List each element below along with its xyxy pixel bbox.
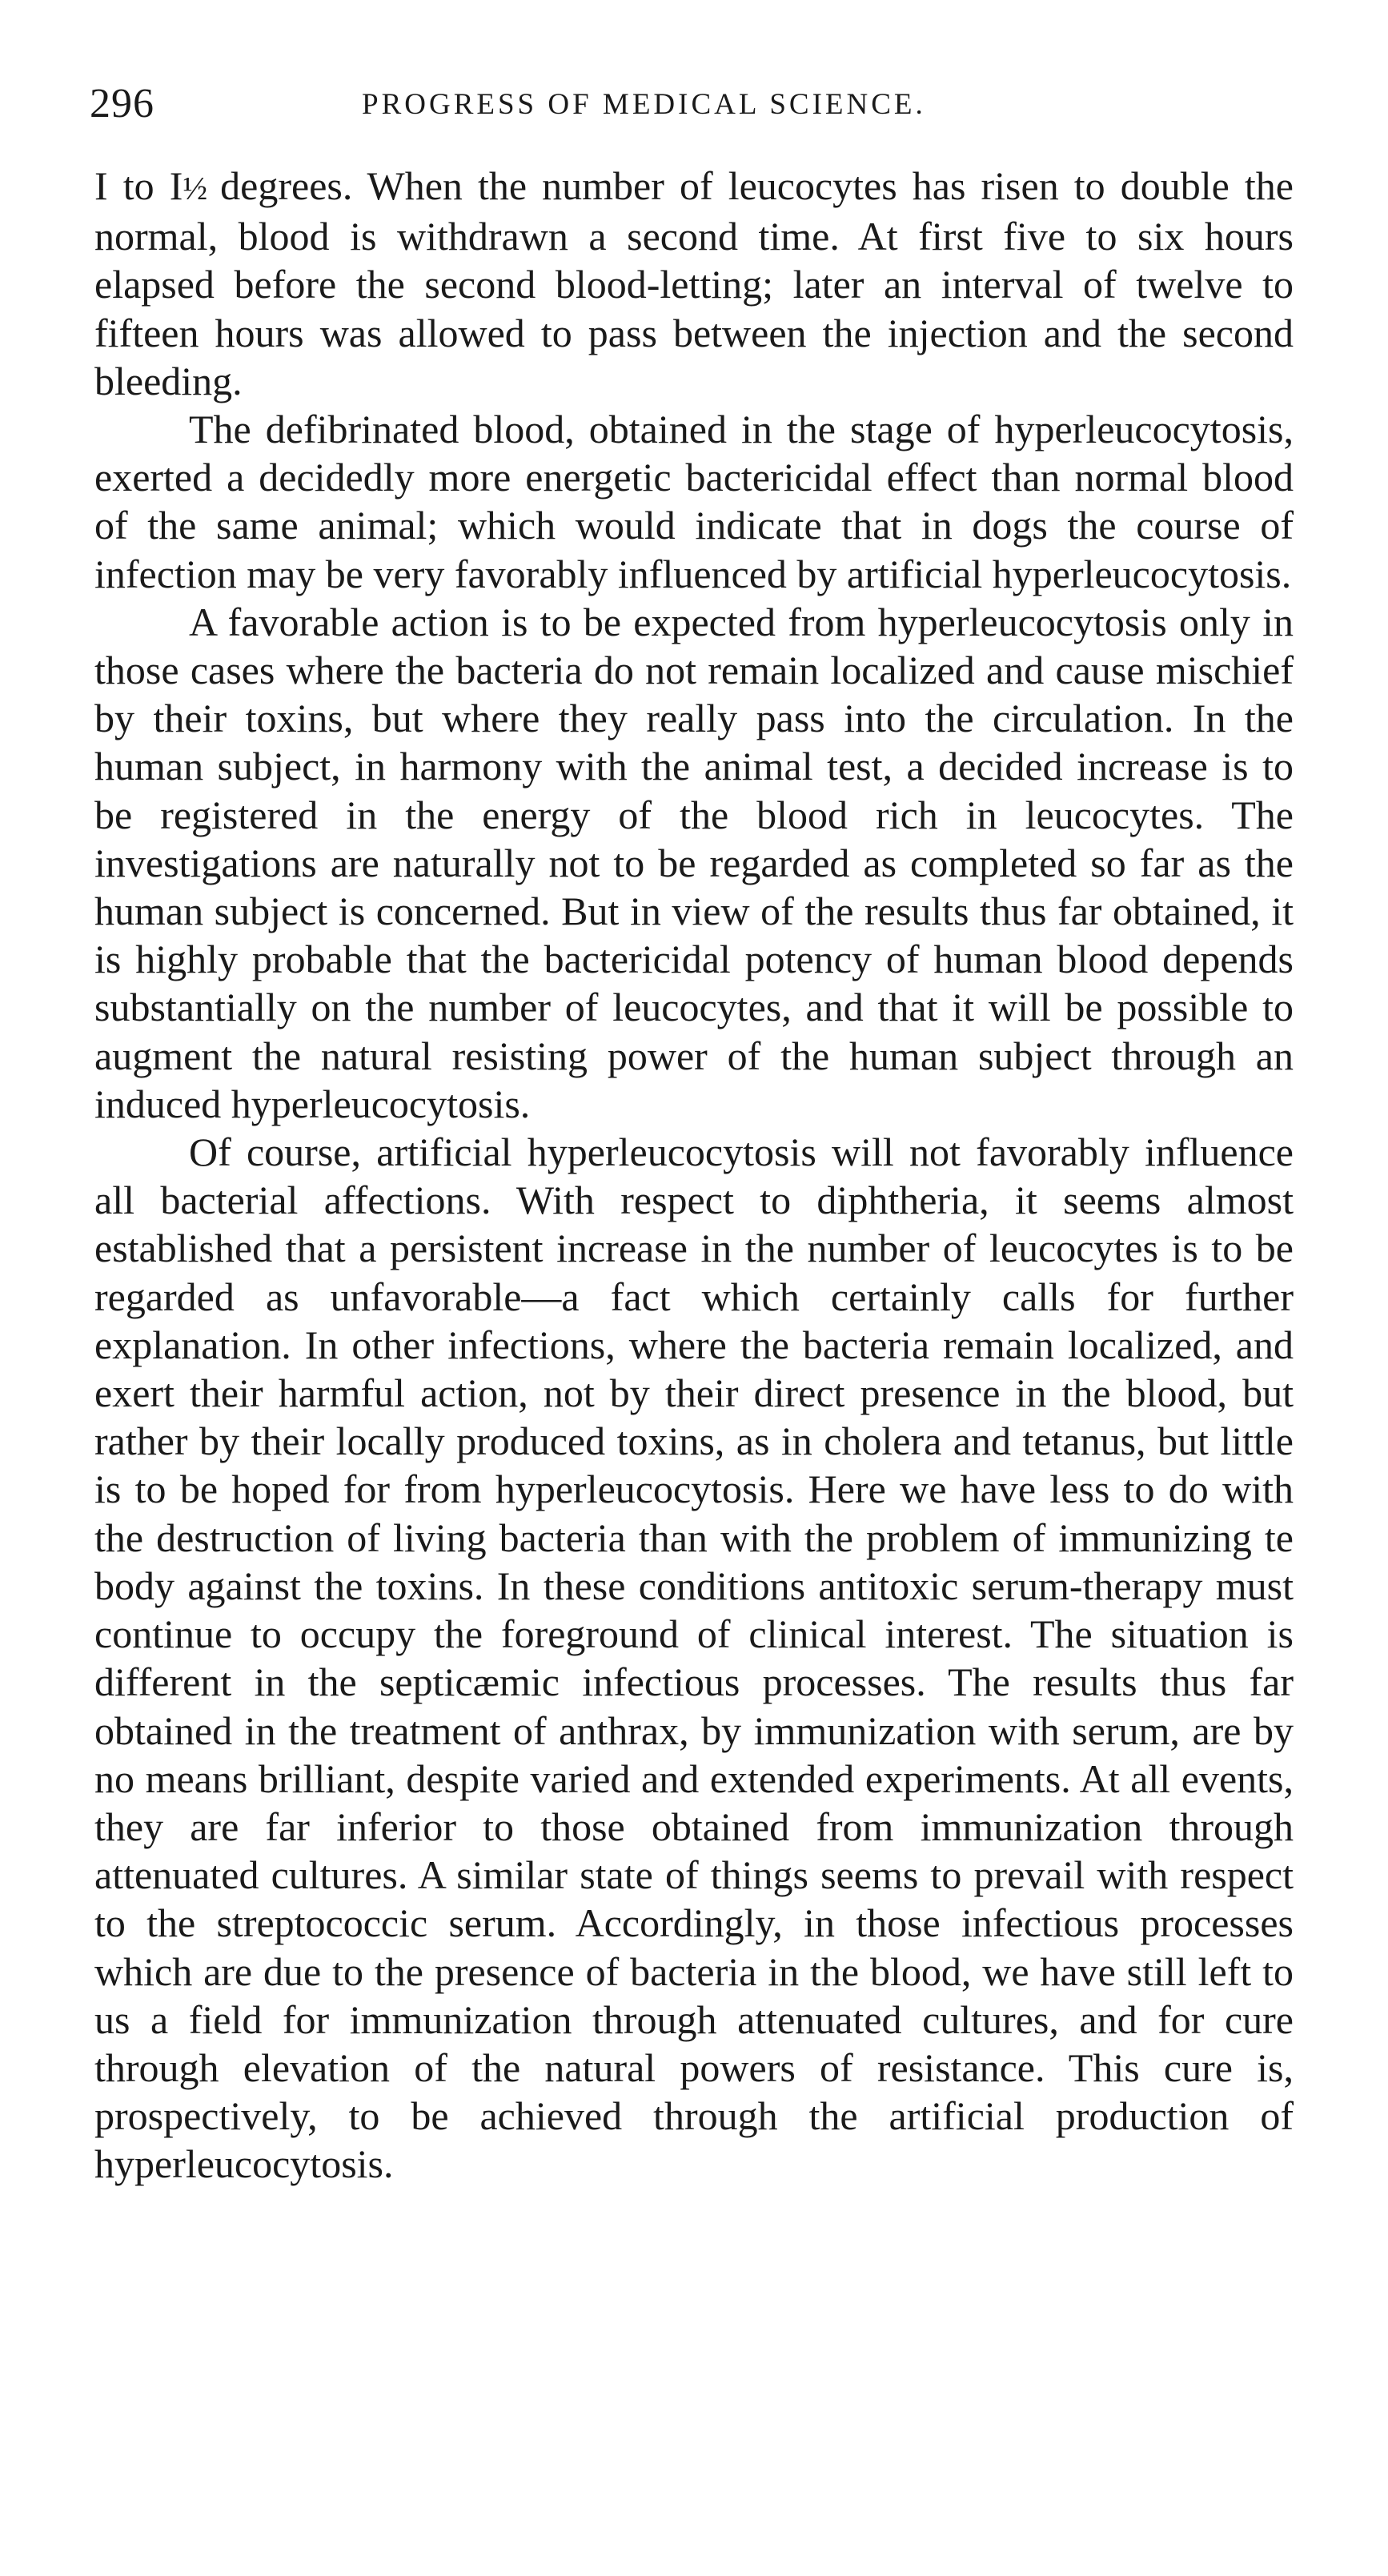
running-head: [90, 80, 1298, 128]
page-number: 296: [90, 81, 154, 126]
fraction-half: ½: [183, 170, 206, 207]
paragraph-lead-text: I to I: [94, 163, 183, 208]
paragraph: Of course, artificial hyperleucocytosis will not favorably influence all bacterial affections. With respect to diphtheria, it seems almost established that a persistent increase in the number of leucocytes is to be regarded as unfavorable—a fact which certainly calls for further explanation. In other infections, where the bacteria remain localized, and exert their harmful action, not by their direct presence in the blood, but rather by their locally produced toxins, as in cholera and tetanus, but little is to be hoped for from hyperleucocytosis. Here we have less to do with the destruction of living bacteria than with the problem of immunizing te body against the toxins. In these conditions antitoxic serum-therapy must continue to occupy the foreground of clinical interest. The situation is different in the septicæmic infectious processes. The results thus far obtained in the treatment of anthrax, by immunization with serum, are by no means brilliant, despite varied and extended experiments. At all events, they are far inferior to those obtained from immunization through attenuated cultures. A similar state of things seems to prevail with respect to the streptococcic serum. Accordingly, in those infectious processes which are due to the presence of bacteria in the blood, we have still left to us a field for immunization through attenuated cultures, and for cure through elevation of the natural powers of resistance. This cure is, prospectively, to be achieved through the artificial production of hyperleucocytosis.: [94, 1130, 1294, 2187]
body-text: [94, 162, 1294, 2189]
paragraph: [94, 162, 1294, 405]
paragraph-text: degrees. When the number of leucocytes has risen to double the normal, blood is withdrawn a second time. At first five to six hours elapsed before the second blood-letting; later an interval of twelve to fifteen hours was allowed to pass between the injection and the second bleeding.: [94, 163, 1294, 403]
running-title: PROGRESS OF MEDICAL SCIENCE.: [362, 88, 926, 121]
paragraph: A favorable action is to be expected from hyperleucocytosis only in those cases where the bacteria do not remain localized and cause mischief by their toxins, but where they really pass into the circulation. In the human subject, in harmony with the animal test, a decided increase is to be registered in the energy of the blood rich in leucocytes. The investigations are naturally not to be regarded as completed so far as the human subject is concerned. But in view of the results thus far obtained, it is highly probable that the bactericidal potency of human blood depends substantially on the number of leucocytes, and that it will be possible to augment the natural resisting power of the human subject through an induced hyperleucocytosis.: [94, 599, 1294, 1126]
paragraph: The defibrinated blood, obtained in the stage of hyperleucocytosis, exerted a decidedly more energetic bactericidal effect than normal blood of the same animal; which would indicate that in dogs the course of infection may be very favorably influenced by artificial hyperleucocytosis.: [94, 407, 1294, 596]
